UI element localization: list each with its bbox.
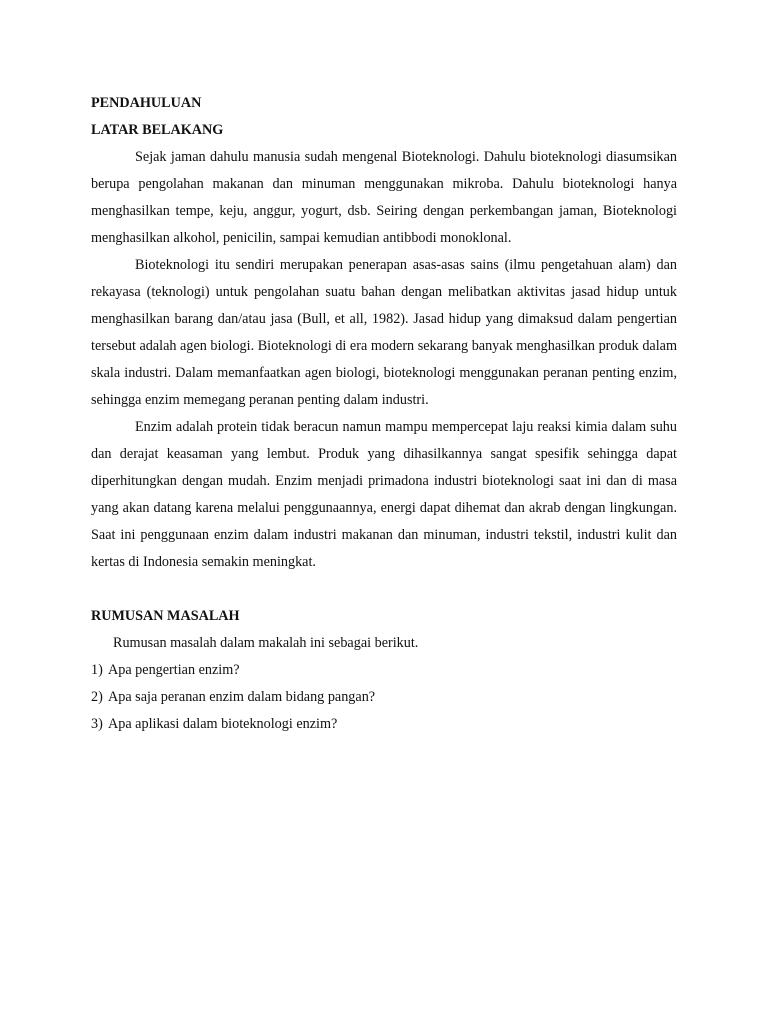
rumusan-intro: Rumusan masalah dalam makalah ini sebagai berikut. [113,635,419,651]
section-spacer [91,576,677,603]
list-item [91,711,677,738]
list-item [91,657,677,684]
list-text: Apa aplikasi dalam bioteknologi enzim? [108,716,338,732]
paragraph-3: Enzim adalah protein tidak beracun namun mampu mempercepat laju reaksi kimia dalam suhu dan derajat keasaman yang lembut. Produk yang dihasilkannya sangat spesifik sehingga dapat diperhitungkan dengan mudah. Enzim menjadi primadona industri bioteknologi saat ini dan di masa yang akan datang karena melalui penggunaannya, energi dapat dihemat dan akrab dengan lingkungan. Saat ini penggunaan enzim dalam industri makanan dan minuman, industri tekstil, industri kulit dan kertas di Indonesia semakin meningkat. [91,419,677,570]
question-list [91,657,677,738]
paragraph-2: Bioteknologi itu sendiri merupakan penerapan asas-asas sains (ilmu pengetahuan alam) dan rekayasa (teknologi) untuk pengolahan suatu bahan dengan melibatkan aktivitas jasad hidup untuk menghasilkan barang dan/atau jasa (Bull, et all, 1982). Jasad hidup yang dimaksud dalam pengertian tersebut adalah agen biologi. Bioteknologi di era modern sekarang banyak menghasilkan produk dalam skala industri. Dalam memanfaatkan agen biologi, bioteknologi menggunakan peranan penting enzim, sehingga enzim memegang peranan penting dalam industri. [91,257,677,408]
list-item [91,684,677,711]
document-body [91,90,677,738]
list-number: 3) [91,716,103,732]
paragraph-1: Sejak jaman dahulu manusia sudah mengenal Bioteknologi. Dahulu bioteknologi diasumsikan berupa pengolahan makanan dan minuman menggunakan mikroba. Dahulu bioteknologi hanya menghasilkan tempe, keju, anggur, yogurt, dsb. Seiring dengan perkembangan jaman, Bioteknologi menghasilkan alkohol, penicilin, sampai kemudian antibbodi monoklonal. [91,149,677,246]
list-number: 2) [91,689,103,705]
list-text: Apa saja peranan enzim dalam bidang pangan? [108,689,376,705]
list-text: Apa pengertian enzim? [108,662,240,678]
heading-pendahuluan: PENDAHULUAN [91,95,202,111]
list-number: 1) [91,662,103,678]
heading-latar-belakang: LATAR BELAKANG [91,122,224,138]
heading-rumusan-masalah: RUMUSAN MASALAH [91,608,240,624]
